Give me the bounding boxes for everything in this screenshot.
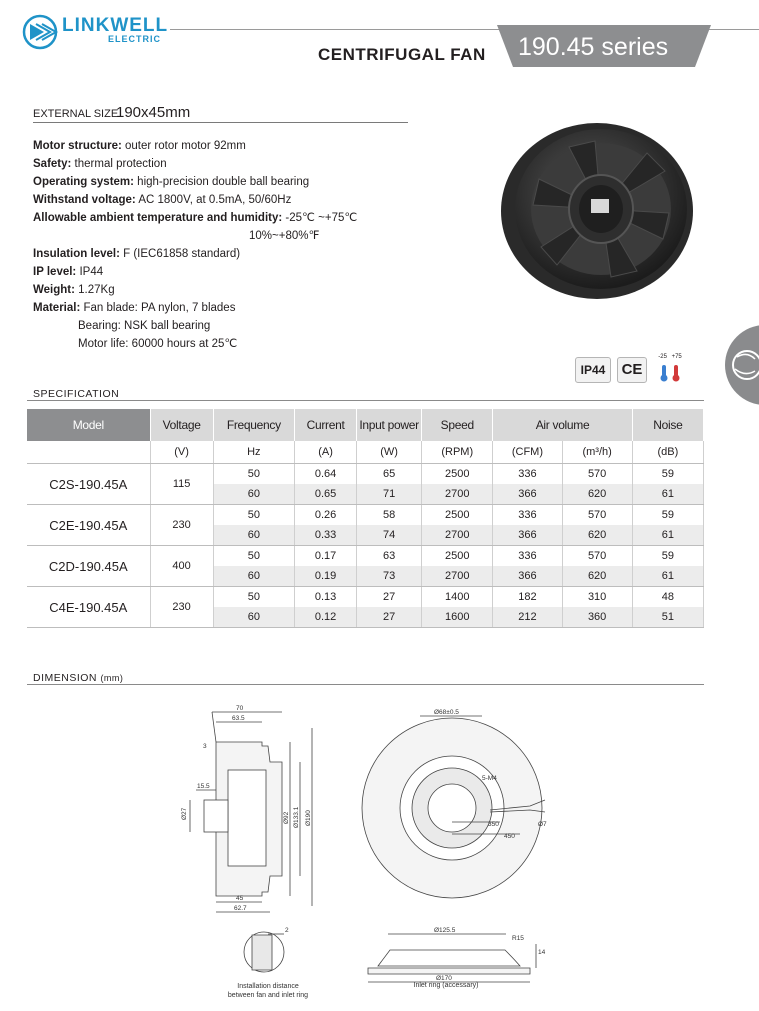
table-cell: 2700 — [422, 525, 493, 546]
table-cell: 27 — [357, 607, 422, 628]
model-cell: C2D-190.45A — [27, 546, 150, 587]
table-cell: 212 — [493, 607, 562, 628]
table-cell: 2500 — [422, 546, 493, 567]
brand-name: LINKWELL — [62, 15, 169, 36]
dim-label-62-7: 62.7 — [234, 905, 247, 912]
dim-label-45: 45 — [236, 895, 244, 902]
header-frequency: Frequency — [213, 409, 294, 441]
header-air-volume: Air volume — [493, 409, 632, 441]
dimension-drawing — [0, 690, 759, 1011]
unit-cell: (V) — [150, 441, 213, 464]
unit-cell: Hz — [213, 441, 294, 464]
table-cell: 620 — [562, 566, 632, 587]
table-cell: 0.26 — [295, 505, 357, 526]
dim-label-190: Ø190 — [305, 810, 312, 826]
table-cell: 51 — [632, 607, 703, 628]
table-cell: 60 — [213, 566, 294, 587]
units-row — [27, 441, 704, 464]
ce-mark-icon: CE — [617, 357, 647, 383]
ip44-badge: IP44 — [575, 357, 611, 383]
table-cell: 0.65 — [295, 484, 357, 505]
voltage-cell: 230 — [150, 587, 213, 628]
temp-low-label: -25 — [658, 354, 667, 360]
table-cell: 570 — [562, 505, 632, 526]
dim-label-2: 2 — [285, 927, 289, 934]
specification-label: SPECIFICATION — [33, 388, 120, 400]
table-cell: 570 — [562, 464, 632, 485]
table-cell: 2500 — [422, 464, 493, 485]
property-row: Motor structure: outer rotor motor 92mm — [33, 140, 246, 152]
voltage-cell: 400 — [150, 546, 213, 587]
property-row: Material: Fan blade: PA nylon, 7 blades — [33, 302, 236, 314]
property-row: Bearing: NSK ball bearing — [78, 320, 211, 332]
dim-label-70: 70 — [236, 705, 244, 712]
dim-label-125-5: Ø125.5 — [434, 927, 456, 934]
table-cell: 63 — [357, 546, 422, 567]
table-cell: 0.12 — [295, 607, 357, 628]
table-cell: 0.64 — [295, 464, 357, 485]
unit-cell: (dB) — [632, 441, 703, 464]
table-cell: 620 — [562, 525, 632, 546]
brand-sub: ELECTRIC — [108, 34, 161, 44]
table-cell: 61 — [632, 484, 703, 505]
table-cell: 60 — [213, 484, 294, 505]
property-row: Safety: thermal protection — [33, 158, 167, 170]
unit-cell: (RPM) — [422, 441, 493, 464]
property-row: Operating system: high-precision double ball bearing — [33, 176, 310, 188]
property-row: Motor life: 60000 hours at 25℃ — [78, 338, 238, 350]
table-cell: 2700 — [422, 566, 493, 587]
dim-label-27: Ø27 — [181, 807, 188, 820]
table-cell: 50 — [213, 464, 294, 485]
table-cell: 1600 — [422, 607, 493, 628]
table-cell: 58 — [357, 505, 422, 526]
specification-table — [27, 409, 704, 628]
external-size-label: EXTERNAL SIZE — [33, 108, 119, 120]
unit-cell: (m³/h) — [562, 441, 632, 464]
table-cell: 182 — [493, 587, 562, 608]
property-row: 10%~+80%℉ — [249, 230, 320, 242]
table-cell: 61 — [632, 525, 703, 546]
table-cell: 336 — [493, 464, 562, 485]
model-cell: C2S-190.45A — [27, 464, 150, 505]
model-cell: C4E-190.45A — [27, 587, 150, 628]
table-cell: 366 — [493, 566, 562, 587]
unit-cell: (W) — [357, 441, 422, 464]
table-cell: 1400 — [422, 587, 493, 608]
table-cell: 59 — [632, 505, 703, 526]
table-row — [27, 464, 704, 485]
dimension-rule — [27, 684, 704, 685]
caption-install-line-1: Installation distance — [237, 983, 299, 990]
table-cell: 59 — [632, 464, 703, 485]
table-row — [27, 546, 704, 567]
table-cell: 2500 — [422, 505, 493, 526]
property-list — [33, 137, 357, 353]
side-fan-tab-icon — [725, 325, 759, 405]
dimension-label: DIMENSION (mm) — [33, 672, 124, 684]
product-title: CENTRIFUGAL FAN — [318, 45, 486, 64]
header-current: Current — [295, 409, 357, 441]
external-size-rule — [33, 122, 408, 123]
dim-label-350: 350 — [488, 821, 499, 828]
property-row: Weight: 1.27Kg — [33, 284, 115, 296]
table-cell: 60 — [213, 525, 294, 546]
header-model: Model — [27, 409, 150, 441]
unit-cell: (A) — [295, 441, 357, 464]
table-cell: 0.33 — [295, 525, 357, 546]
series-label: 190.45 series — [518, 33, 669, 61]
dim-label-63-5: 63.5 — [232, 715, 245, 722]
property-row: Allowable ambient temperature and humidity: -25℃ ~+75℃ — [33, 212, 358, 224]
dim-label-170: Ø170 — [436, 975, 452, 982]
dim-label-68: Ø68±0.5 — [434, 709, 459, 716]
header-noise: Noise — [632, 409, 703, 441]
dim-label-5-m4: 5-M4 — [482, 775, 497, 782]
temp-high-label: +75 — [671, 354, 682, 360]
dim-label-3: 3 — [203, 743, 207, 750]
table-cell: 48 — [632, 587, 703, 608]
table-cell: 336 — [493, 546, 562, 567]
table-cell: 0.17 — [295, 546, 357, 567]
table-cell: 366 — [493, 525, 562, 546]
table-cell: 50 — [213, 587, 294, 608]
table-cell: 27 — [357, 587, 422, 608]
dim-label-14: 14 — [538, 949, 546, 956]
table-cell: 65 — [357, 464, 422, 485]
table-header-row — [27, 409, 704, 441]
table-cell: 366 — [493, 484, 562, 505]
voltage-cell: 115 — [150, 464, 213, 505]
table-cell: 310 — [562, 587, 632, 608]
specification-rule — [27, 400, 704, 401]
property-row: Withstand voltage: AC 1800V, at 0.5mA, 50/60Hz — [33, 194, 292, 206]
table-cell: 71 — [357, 484, 422, 505]
caption-install-line-2: between fan and inlet ring — [227, 992, 309, 999]
linkwell-logo-icon — [22, 12, 62, 52]
table-row — [27, 505, 704, 526]
table-cell: 73 — [357, 566, 422, 587]
temperature-icon — [655, 355, 685, 383]
table-cell: 50 — [213, 546, 294, 567]
table-cell: 0.13 — [295, 587, 357, 608]
caption-inlet-ring: Inlet ring (accessary) — [413, 982, 479, 989]
dim-label-92: Ø92 — [283, 811, 290, 824]
property-row: Insulation level: F (IEC61858 standard) — [33, 248, 241, 260]
header-input-power: Input power — [357, 409, 422, 441]
table-cell: 61 — [632, 566, 703, 587]
table-cell: 2700 — [422, 484, 493, 505]
property-row: IP level: IP44 — [33, 266, 104, 278]
table-cell: 570 — [562, 546, 632, 567]
fan-product-image — [497, 113, 697, 313]
thermometer-icon — [655, 363, 685, 383]
table-cell: 336 — [493, 505, 562, 526]
table-cell: 360 — [562, 607, 632, 628]
unit-cell: (CFM) — [493, 441, 562, 464]
dim-label-133-1: Ø133.1 — [293, 806, 300, 828]
table-cell: 59 — [632, 546, 703, 567]
table-cell: 0.19 — [295, 566, 357, 587]
table-row — [27, 587, 704, 608]
table-cell: 50 — [213, 505, 294, 526]
external-size-value: 190x45mm — [116, 104, 191, 121]
table-cell: 60 — [213, 607, 294, 628]
dim-label-7: Ø7 — [538, 821, 547, 828]
dim-label-r15: R15 — [512, 935, 524, 942]
header-voltage: Voltage — [150, 409, 213, 441]
dim-label-15-5: 15.5 — [197, 783, 210, 790]
table-cell: 74 — [357, 525, 422, 546]
model-cell: C2E-190.45A — [27, 505, 150, 546]
voltage-cell: 230 — [150, 505, 213, 546]
header-speed: Speed — [422, 409, 493, 441]
dim-label-450: 450 — [504, 833, 515, 840]
table-cell: 620 — [562, 484, 632, 505]
